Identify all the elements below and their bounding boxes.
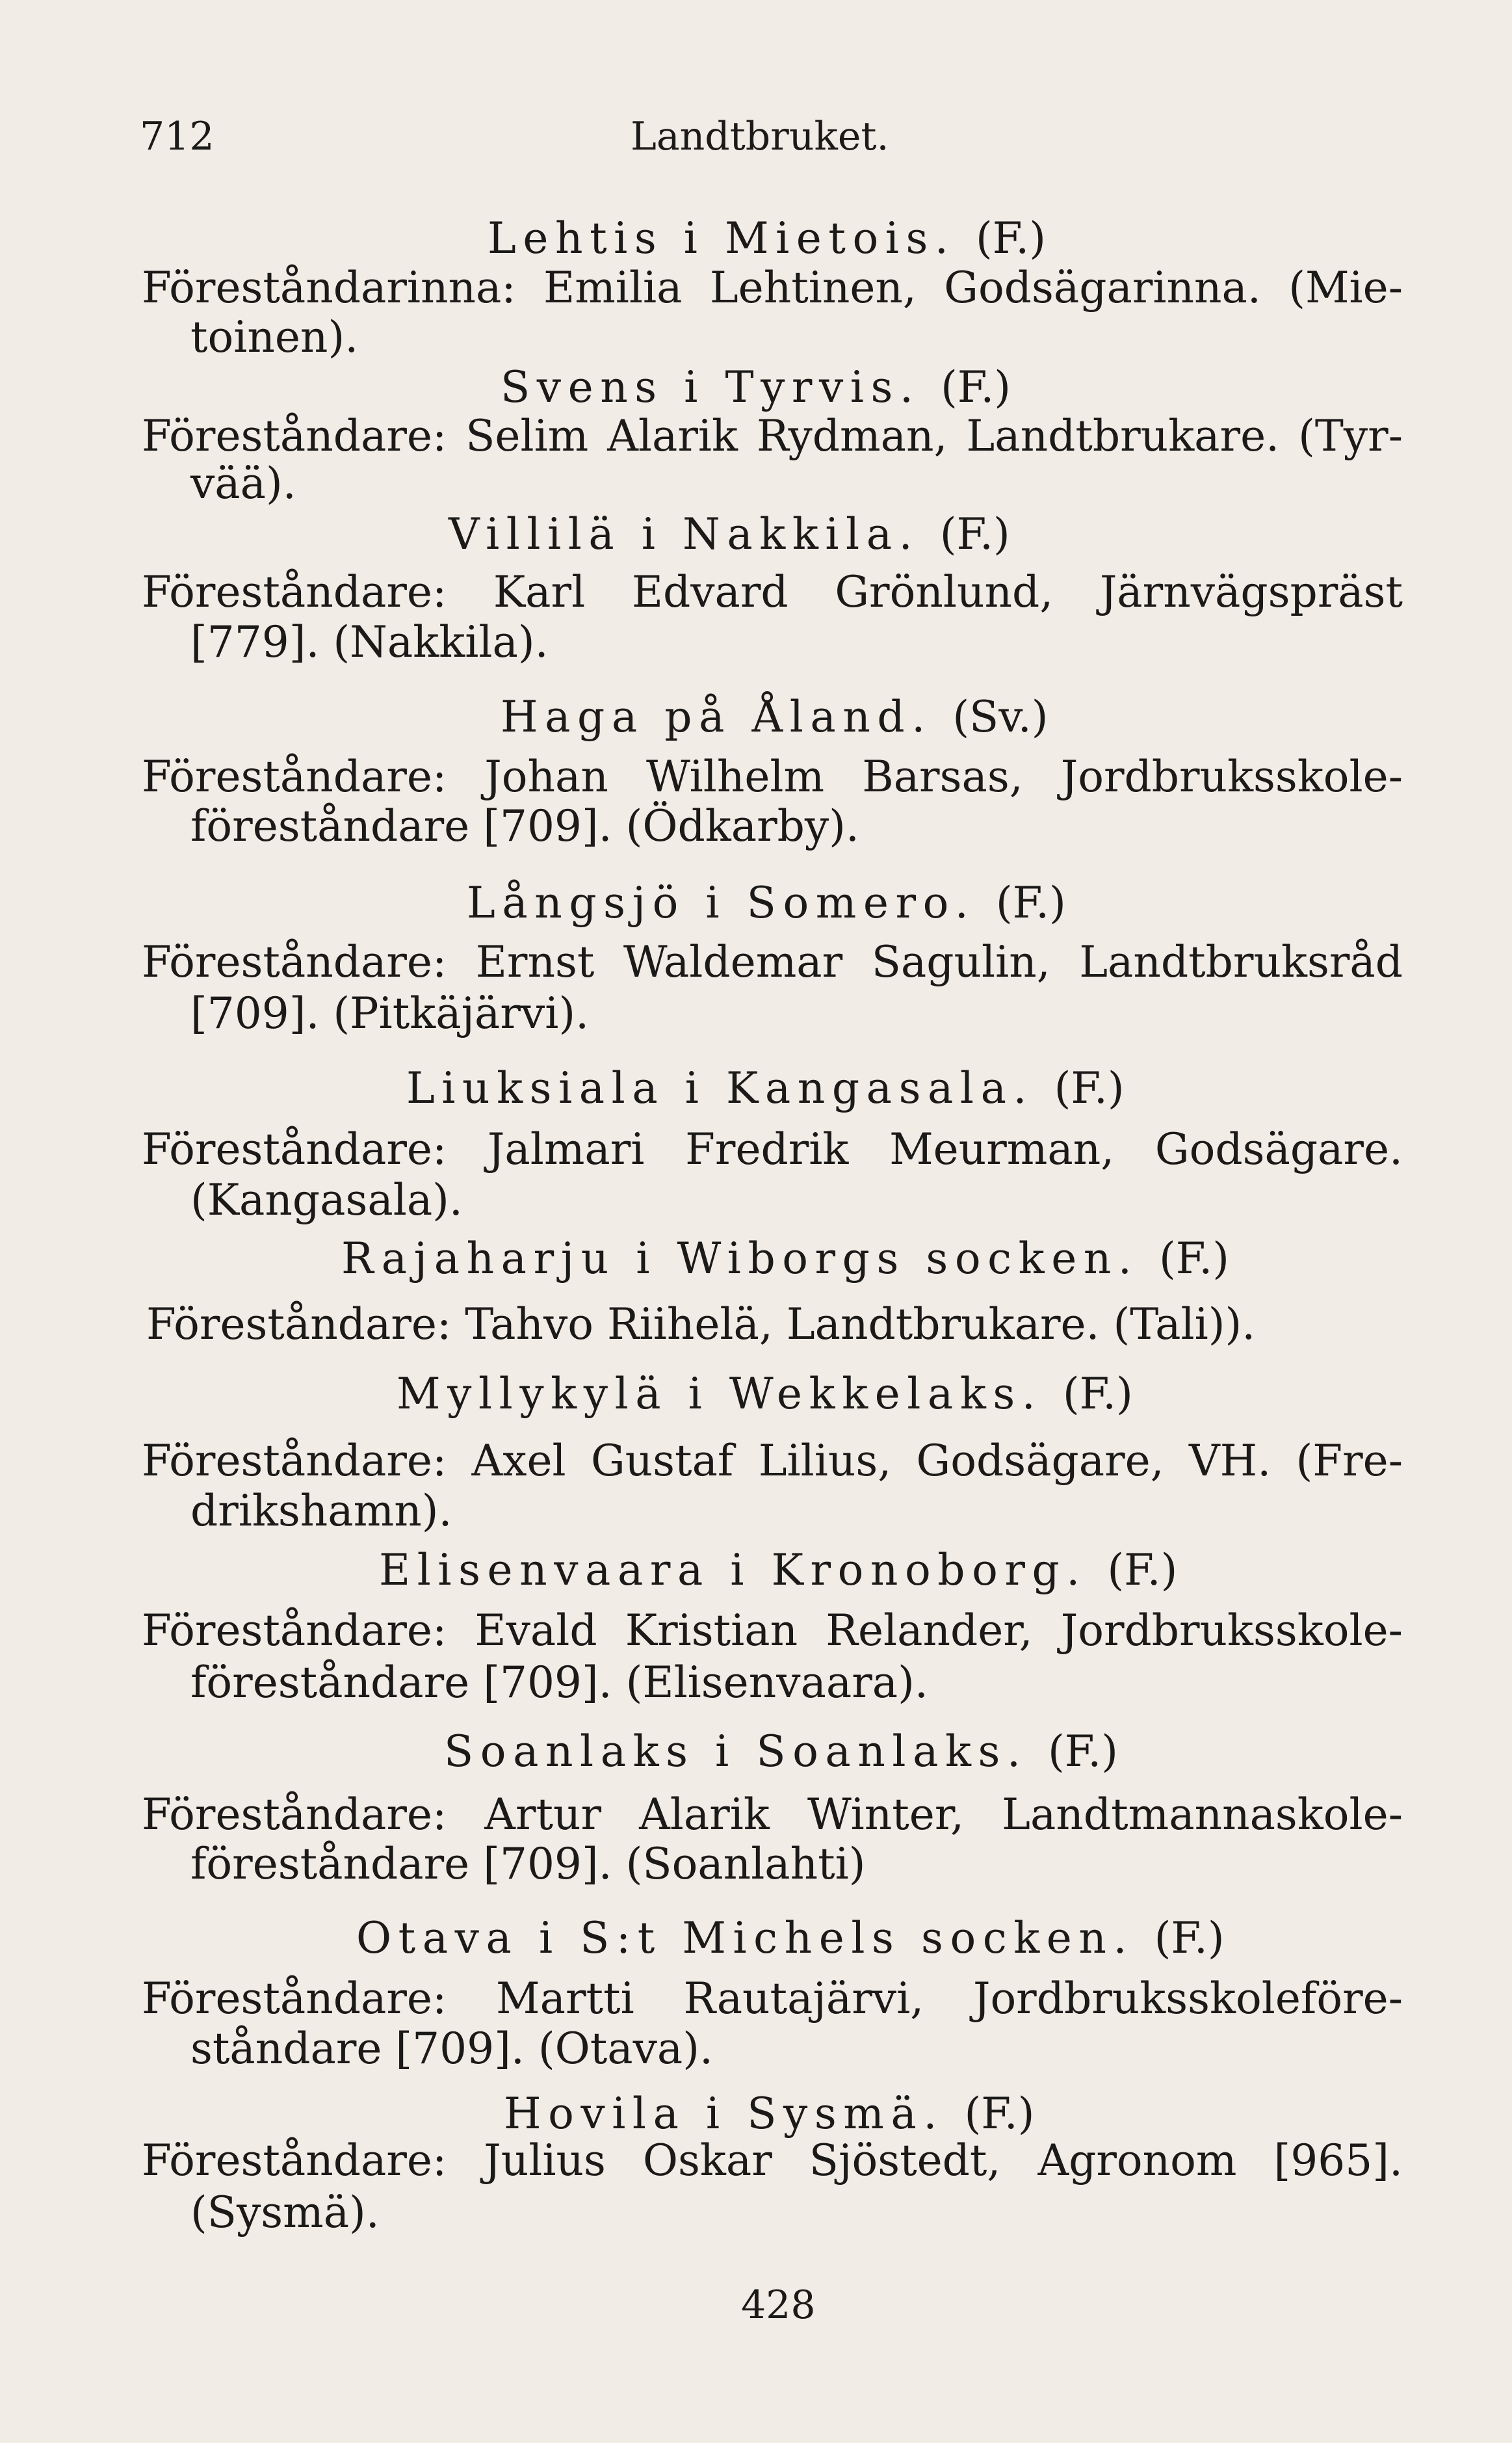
entry-place: Soanlaks i Soanlaks. — [444, 1726, 1028, 1776]
entry-director-line: Föreståndare: Selim Alarik Rydman, Landtbrukare. (Tyr- — [142, 411, 1403, 461]
entry-continuation-line: drikshamn). — [190, 1486, 452, 1536]
entry-place: Otava i S:t Michels socken. — [356, 1913, 1134, 1963]
entry-director-line: Föreståndare: Martti Rautajärvi, Jordbruksskoleföre- — [142, 1974, 1403, 2024]
entry-tag: (F.) — [1062, 1369, 1133, 1419]
entry-director-line: Föreståndare: Tahvo Riihelä, Landtbrukare. (Tali)). — [146, 1299, 1256, 1349]
entry-heading — [341, 1234, 1229, 1284]
entry-place: Lehtis i Mietois. — [488, 213, 956, 263]
entry-tag: (F.) — [939, 509, 1010, 559]
entry-tag: (F.) — [1154, 1913, 1225, 1963]
entry-place: Villilä i Nakkila. — [449, 509, 920, 559]
entry-place: Myllykylä i Wekkelaks. — [397, 1369, 1043, 1419]
entry-director-line: Föreståndare: Ernst Waldemar Sagulin, Landtbruksråd — [142, 937, 1403, 987]
entry-place: Liuksiala i Kangasala. — [406, 1063, 1034, 1113]
page-header — [140, 111, 1401, 163]
entry-director-line: Föreståndarinna: Emilia Lehtinen, Godsägarinna. (Mie- — [142, 263, 1403, 313]
entry-heading — [501, 362, 1011, 413]
entry-tag: (F.) — [1048, 1726, 1119, 1776]
entry-heading — [488, 213, 1046, 264]
entry-director-line: Föreståndare: Artur Alarik Winter, Landtmannaskole- — [142, 1789, 1403, 1840]
entry-place: Hovila i Sysmä. — [504, 2089, 944, 2139]
entry-heading — [356, 1913, 1225, 1964]
entry-heading — [504, 2089, 1034, 2139]
entry-heading — [449, 509, 1010, 560]
entry-place: Elisenvaara i Kronoborg. — [379, 1545, 1087, 1595]
entry-continuation-line: (Kangasala). — [190, 1175, 463, 1225]
page-number: 712 — [140, 114, 215, 159]
entry-continuation-line: [779]. (Nakkila). — [190, 617, 549, 667]
entry-director-line: Föreståndare: Julius Oskar Sjöstedt, Agronom [965]. — [142, 2135, 1403, 2185]
entry-director-line: Föreståndare: Johan Wilhelm Barsas, Jordbruksskole- — [142, 752, 1403, 802]
entry-tag: (F.) — [964, 2089, 1035, 2139]
entry-director-line: Föreståndare: Karl Edvard Grönlund, Järnvägspräst — [142, 567, 1403, 617]
entry-heading — [467, 878, 1066, 929]
entry-continuation-line: föreståndare [709]. (Elisenvaara). — [190, 1657, 928, 1708]
entry-place: Svens i Tyrvis. — [501, 362, 920, 412]
entry-heading — [501, 692, 1048, 743]
entry-tag: (F.) — [941, 362, 1011, 412]
entry-continuation-line: ståndare [709]. (Otava). — [190, 2024, 713, 2074]
entry-continuation-line: vää). — [190, 458, 296, 508]
entry-continuation-line: (Sysmä). — [190, 2187, 380, 2238]
entry-continuation-line: toinen). — [190, 312, 359, 362]
entry-heading — [379, 1545, 1177, 1596]
running-head: Landtbruket. — [631, 114, 889, 159]
entry-continuation-line: föreståndare [709]. (Soanlahti) — [190, 1839, 866, 1889]
entry-continuation-line: [709]. (Pitkäjärvi). — [190, 988, 590, 1038]
entry-tag: (F.) — [995, 878, 1066, 928]
entry-heading — [397, 1369, 1133, 1420]
entry-tag: (F.) — [1159, 1234, 1230, 1284]
entry-director-line: Föreståndare: Axel Gustaf Lilius, Godsägare, VH. (Fre- — [142, 1436, 1403, 1486]
entry-continuation-line: föreståndare [709]. (Ödkarby). — [190, 801, 859, 851]
entry-tag: (F.) — [1107, 1545, 1178, 1595]
entry-place: Rajaharju i Wiborgs socken. — [341, 1234, 1139, 1284]
entry-director-line: Föreståndare: Jalmari Fredrik Meurman, Godsägare. — [142, 1124, 1403, 1174]
entry-tag: (F.) — [1054, 1063, 1125, 1113]
entry-heading — [444, 1726, 1118, 1777]
entry-director-line: Föreståndare: Evald Kristian Relander, Jordbruksskole- — [142, 1605, 1403, 1656]
entry-place: Haga på Åland. — [501, 692, 932, 742]
sheet-number: 428 — [741, 2282, 816, 2328]
entry-tag: (F.) — [976, 213, 1046, 263]
entry-heading — [406, 1063, 1125, 1114]
entry-tag: (Sv.) — [952, 692, 1049, 742]
entry-place: Långsjö i Somero. — [467, 878, 976, 928]
